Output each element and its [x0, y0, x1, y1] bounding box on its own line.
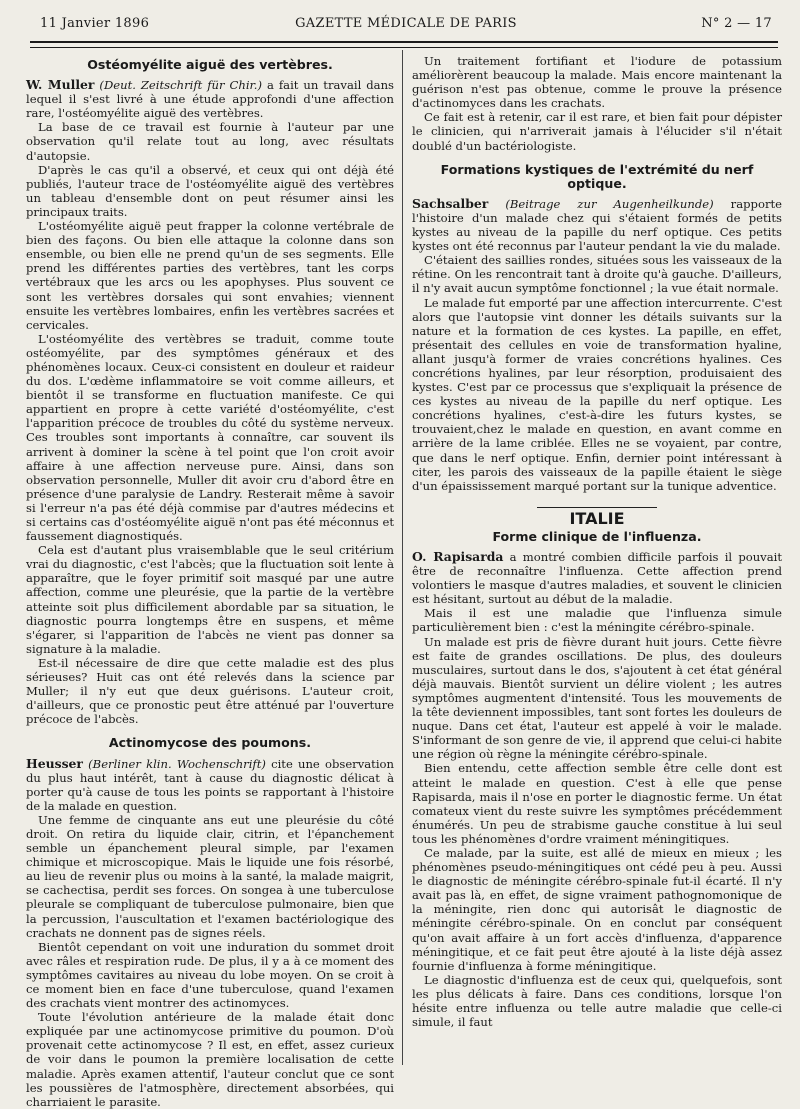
paragraph	[412, 197, 782, 253]
paragraph: Est-il nécessaire de dire que cette maladie est des plus sérieuses? Huit cas ont été relevés dans la science par Muller; il n'y eut que deux guérisons. L'auteur croit, d'ailleurs, que ce pronostic peut être atténué par l'ouverture précoce de l'abcès.	[26, 655, 394, 727]
section-title-influenza: Forme clinique de l'influenza.	[492, 528, 702, 544]
section-title-formations-kystiques: Formations kystiques de l'extrémité du nerf optique.	[440, 161, 754, 191]
paragraph: Le diagnostic d'influenza est de ceux qui, quelquefois, sont les plus délicats à faire. Dans ces conditions, lorsque l'on hésite entre influenza ou telle autre maladie que celle-ci simule, il faut	[412, 972, 782, 1030]
country-heading: ITALIE	[569, 508, 625, 528]
paragraph: Le malade fut emporté par une affection intercurrente. C'est alors que l'autopsie vint donner les détails suivants sur la nature et la formation de ces kystes. La papille, en effet, présentait des cellules en voie de transformation hyaline, allant jusqu'à former de vraies concrétions hyalines. Ces concrétions hyalines, par leur résorption, produisaient des kystes. C'est par ce processus que s'expliquait la présence de ces kystes au niveau de la papille du nerf optique. Les concrétions hyalines, c'est-à-dire les futurs kystes, se trouvaient,chez le malade en question, en avant comme en arrière de la lame criblée. Elles ne se voyaient, par contre, que dans le nerf optique. Enfin, dernier point intéressant à citer, les parois des vaisseaux de la papille étaient le siège d'un épaississement marqué portant sur la tunique adventice.	[412, 295, 782, 493]
section-title-actinomycose: Actinomycose des poumons.	[108, 735, 312, 751]
paragraph: La base de ce travail est fournie à l'auteur par une observation qu'il relate tout au long, avec résultats d'autopsie.	[26, 120, 394, 163]
paragraph: D'après le cas qu'il a observé, et ceux qui ont déjà été publiés, l'auteur trace de l'ostéomyélite aiguë des vertèbres un tableau d'ensemble dont on peut résumer ainsi les principaux traits.	[26, 162, 394, 219]
paragraph: Ce malade, par la suite, est allé de mieux en mieux ; les phénomènes pseudo-méningitiques ont cédé peu à peu. Aussi le diagnostic de méningite cérébro-spinale fut-il écarté. Il n'y avait pas là, en effet, de signe vraiment pathognomonique de la méningite, rien donc qui autorisât le diagnostic de méningite cérébro-spinale. On en conclut par conséquent qu'on avait affaire à un fort accès d'influenza, d'apparence méningitique, et ce fait peut être ajouté à la liste déjà assez fournie d'influenza à forme méningitique.	[412, 845, 782, 973]
paragraph-text: cite une observation du plus haut intérêt, tant à cause du diagnostic délicat à porter qu'à cause de tous les points se rapportant à l'histoire de la malade en question.	[26, 756, 394, 813]
header-title: GAZETTE MÉDICALE DE PARIS	[295, 16, 517, 31]
paragraph-text: a fait un travail dans lequel il s'est livré à une étude approfondi d'une affection rare, l'ostéomyélite aiguë des vertèbres.	[26, 78, 395, 121]
paragraph: L'ostéomyélite aiguë peut frapper la colonne vertébrale de bien des façons. Ou bien elle attaque la colonne dans son ensemble, ou bien elle ne prend qu'un de ses segments. Elle prend les différentes parties des vertèbres, tant les corps vertébraux que les arcs ou les apophyses. Plus souvent ce sont les vertèbres dorsales qui sont envahies; viennent ensuite les vertèbres lombaires, enfin les vertèbres sacrées et cervicales.	[26, 219, 394, 332]
page-header	[40, 16, 772, 38]
paragraph-text: a montré combien difficile parfois il pouvait être de reconnaître l'influenza. Cette affection prend volontiers le masque d'autres maladies, et souvent le clinicien est hésitant, surtout au début de la maladie.	[412, 550, 783, 607]
paragraph: Bien entendu, cette affection semble être celle dont est atteint le malade en question. C'est à elle que pense Rapisarda, mais il n'ose en porter le diagnostic ferme. Un état comateux vient du reste suivre les symptômes précédemment énumérés. Un peu de strabisme gauche constitue à lui seul tous les phénomènes d'ordre vraiment méningitiques.	[412, 761, 782, 846]
column-divider	[402, 50, 403, 1065]
header-issue: N° 2 — 17	[701, 16, 772, 31]
paragraph	[412, 550, 782, 606]
author-name: W. Muller	[26, 77, 95, 93]
section-separator	[537, 507, 657, 508]
paragraph: Un malade est pris de fièvre durant huit jours. Cette fièvre est faite de grandes oscillations. De plus, des douleurs musculaires, surtout dans le dos, s'ajoutent à cet état général déjà mauvais. Bientôt survient un délire violent ; les autres symptômes augmentent d'intensité. Tous les mouvements de la tête deviennent impossibles, tant sont fortes les douleurs de nuque. Dans cet état, l'auteur est appelé à voir le malade. S'informant de son genre de vie, il apprend que celui-ci habite une région où règne la méningite cérébro-spinale.	[412, 634, 782, 762]
paragraph: Toute l'évolution antérieure de la malade était donc expliquée par une actinomycose primitive du poumon. D'où provenait cette actinomycose ? Il est, en effet, assez curieux de voir dans le poumon la première localisation de cette maladie. Après examen attentif, l'auteur conclut que ce sont les poussières de l'atmosphère, directement absorbées, qui charriaient le parasite.	[26, 1010, 394, 1109]
header-rule	[30, 41, 778, 48]
author-name: Heusser	[26, 755, 83, 771]
header-date: 11 Janvier 1896	[40, 16, 150, 31]
section-title-osteomyelite: Ostéomyélite aiguë des vertèbres.	[87, 57, 333, 72]
paragraph: Mais il est une maladie que l'influenza simule particulièrement bien : c'est la méningite cérébro-spinale.	[412, 606, 782, 635]
paragraph: Bientôt cependant on voit une induration du sommet droit avec râles et respiration rude. De plus, il y a à ce moment des symptômes cavitaires au niveau du lobe moyen. On se croit à ce moment bien en face d'une tuberculose, quand l'examen des crachats vient montrer des actinomyces.	[26, 939, 394, 1011]
paragraph: L'ostéomyélite des vertèbres se traduit, comme toute ostéomyélite, par des symptômes généraux et des phénomènes locaux. Ceux-ci consistent en douleur et raideur du dos. L'œdème inflammatoire se voit comme ailleurs, et bientôt il se transforme en fluctuation manifeste. Ce qui appartient en propre à cette variété d'ostéomyélite, c'est l'apparition précoce de troubles du côté du système nerveux. Ces troubles sont importants à connaître, car souvent ils arrivent à dominer la scène à tel point que l'on croit avoir affaire à une affection nerveuse pure. Ainsi, dans son observation personnelle, Muller dit avoir cru d'abord être en présence d'une paralysie de Landry. Resterait même à savoir si l'erreur n'a pas été déjà commise par d'autres médecins et si certains cas d'ostéomyélite aiguë n'ont pas été méconnus et faussement diagnostiqués.	[26, 331, 394, 544]
paragraph	[26, 78, 394, 120]
paragraph-text: rapporte l'histoire d'un malade chez qui s'étaient formés de petits kystes au niveau de la papille du nerf optique. Ces petits kystes ont été reconnus par l'auteur pendant la vie du malade.	[412, 196, 783, 254]
author-name: Sachsalber	[412, 195, 489, 211]
author-name: O. Rapisarda	[412, 549, 504, 564]
left-column	[26, 54, 395, 1109]
paragraph: Une femme de cinquante ans eut une pleurésie du côté droit. On retira du liquide clair, citrin, et l'épanchement semble un épanchement pleural simple, par l'examen chimique et microscopique. Mais le liquide une fois résorbé, au lieu de revenir plus ou moins à la santé, la malade maigrit, se cachectisa, perdit ses forces. On songea à une tuberculose pleurale se compliquant de tuberculose pulmonaire, bien que la percussion, l'auscultation et l'examen bactériologique des crachats ne donnent pas de signes réels.	[26, 812, 394, 940]
paragraph: C'étaient des saillies rondes, situées sous les vaisseaux de la rétine. On les rencontrait tant à droite qu'à gauche. D'ailleurs, il n'y avait aucun symptôme fonctionnel ; la vue était normale.	[412, 253, 782, 296]
source-citation: (Berliner klin. Wochenschrift)	[88, 756, 266, 771]
source-citation: (Deut. Zeitschrift für Chir.)	[99, 78, 263, 93]
paragraph: Cela est d'autant plus vraisemblable que le seul critérium vrai du diagnostic, c'est l'abcès; que la fluctuation soit lente à apparaître, que le foyer primitif soit masqué par une autre affection, comme une pleurésie, que la partie de la vertèbre atteinte soit plus difficilement abordable par sa situation, le diagnostic pourra longtemps être en suspens, et même s'égarer, si l'apparition de l'abcès ne vient pas donner sa signature à la maladie.	[26, 543, 394, 656]
source-citation: (Beitrage zur Augenheilkunde)	[505, 196, 714, 211]
right-column	[412, 54, 782, 1064]
paragraph	[26, 757, 394, 813]
paragraph: Un traitement fortifiant et l'iodure de potassium améliorèrent beaucoup la malade. Mais encore maintenant la guérison n'est pas obtenue, comme le prouve la présence d'actinomyces dans les crachats.	[412, 54, 782, 111]
paragraph: Ce fait est à retenir, car il est rare, et bien fait pour dépister le clinicien, qui n'arriverait jamais à l'élucider s'il n'était doublé d'un bactériologiste.	[412, 110, 782, 153]
